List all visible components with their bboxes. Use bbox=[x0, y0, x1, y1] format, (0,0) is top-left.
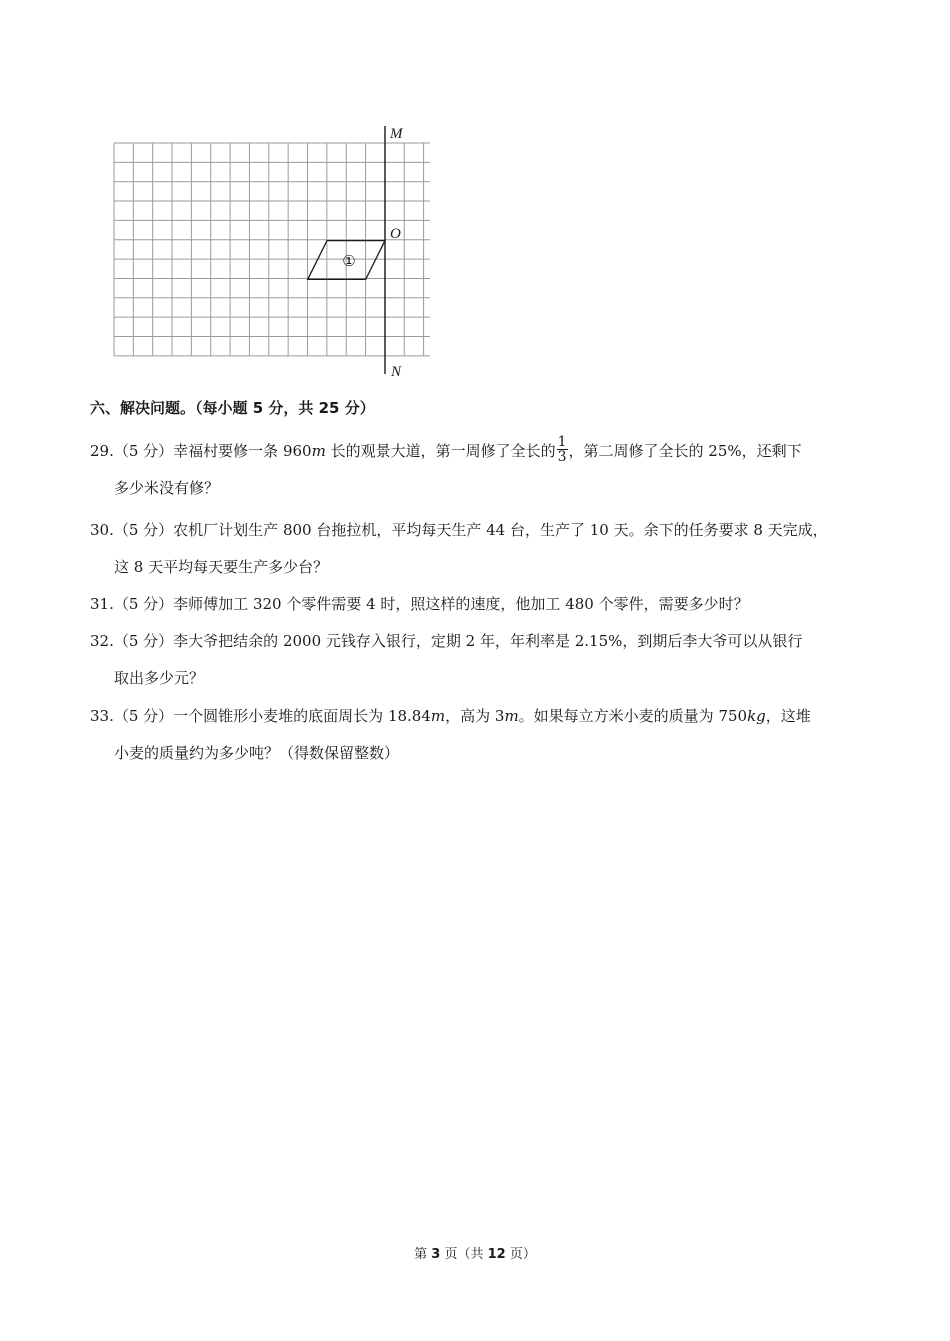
section-title: 六、解决问题。（每小题 5 分，共 25 分） bbox=[90, 399, 375, 417]
question-text: 李师傅加工 320 个零件需要 4 时，照这样的速度，他加工 480 个零件，需要多少时？ bbox=[173, 595, 749, 613]
shape-label: ① bbox=[342, 252, 356, 270]
question-text: 农机厂计划生产 800 台拖拉机，平均每天生产 44 台，生产了 10 天。余下的任务要求 8 天完成， bbox=[173, 521, 828, 539]
unit: kg bbox=[747, 707, 766, 725]
fraction-numerator: 1 bbox=[557, 433, 567, 450]
question-text: 幸福村要修一条 960 bbox=[173, 442, 312, 460]
unit: m bbox=[311, 442, 326, 460]
footer-text: 页（共 bbox=[440, 1247, 488, 1262]
question-number: 32. bbox=[90, 632, 114, 650]
question-text: ，高为 3 bbox=[445, 707, 505, 725]
question-text: 。如果每立方米小麦的质量为 750 bbox=[518, 707, 748, 725]
question-30-line-1 bbox=[90, 512, 862, 549]
total-pages: 12 bbox=[487, 1247, 506, 1262]
question-32-line-1 bbox=[90, 623, 862, 660]
question-30 bbox=[90, 512, 862, 586]
question-33-line-2: 小麦的质量约为多少吨？（得数保留整数） bbox=[114, 744, 400, 762]
fraction-denominator: 3 bbox=[557, 448, 567, 465]
footer-text: 页） bbox=[505, 1247, 536, 1262]
question-text: 长的观景大道，第一周修了全长的 bbox=[325, 442, 556, 460]
question-text: ，这堆 bbox=[765, 707, 811, 725]
question-33 bbox=[90, 698, 862, 772]
question-text: 一个圆锥形小麦堆的底面周长为 18.84 bbox=[173, 707, 431, 725]
question-30-line-2: 这 8 天平均每天要生产多少台？ bbox=[114, 558, 329, 576]
question-text: ，第二周修了全长的 25%，还剩下 bbox=[568, 442, 802, 460]
question-number: 31. bbox=[90, 595, 114, 613]
unit: m bbox=[430, 707, 446, 725]
page-footer bbox=[0, 1243, 950, 1262]
label-m: M bbox=[390, 126, 403, 142]
page-number: 3 bbox=[431, 1247, 441, 1262]
label-o: O bbox=[390, 226, 401, 242]
question-number: 33. bbox=[90, 707, 114, 725]
fraction-one-third bbox=[557, 435, 568, 464]
question-29-line-2: 多少米没有修？ bbox=[114, 479, 220, 497]
unit: m bbox=[504, 707, 519, 725]
question-score: （5 分） bbox=[113, 442, 174, 460]
question-score: （5 分） bbox=[113, 595, 174, 613]
label-n: N bbox=[391, 364, 402, 380]
question-31 bbox=[90, 586, 862, 623]
question-number: 29. bbox=[90, 442, 114, 460]
question-33-line-1 bbox=[90, 698, 862, 735]
question-score: （5 分） bbox=[113, 521, 174, 539]
question-32-line-2: 取出多少元？ bbox=[114, 669, 205, 687]
question-number: 30. bbox=[90, 521, 114, 539]
question-29-line-1 bbox=[90, 433, 862, 470]
question-32 bbox=[90, 623, 862, 697]
question-text: 李大爷把结余的 2000 元钱存入银行，定期 2 年，年利率是 2.15%，到期后李大爷可以从银行 bbox=[173, 632, 803, 650]
question-score: （5 分） bbox=[113, 632, 174, 650]
question-29 bbox=[90, 433, 862, 507]
grid-figure bbox=[100, 118, 430, 383]
question-score: （5 分） bbox=[113, 707, 174, 725]
question-31-line-1 bbox=[90, 586, 862, 623]
footer-text: 第 bbox=[414, 1247, 432, 1262]
grid-lines bbox=[114, 143, 430, 356]
